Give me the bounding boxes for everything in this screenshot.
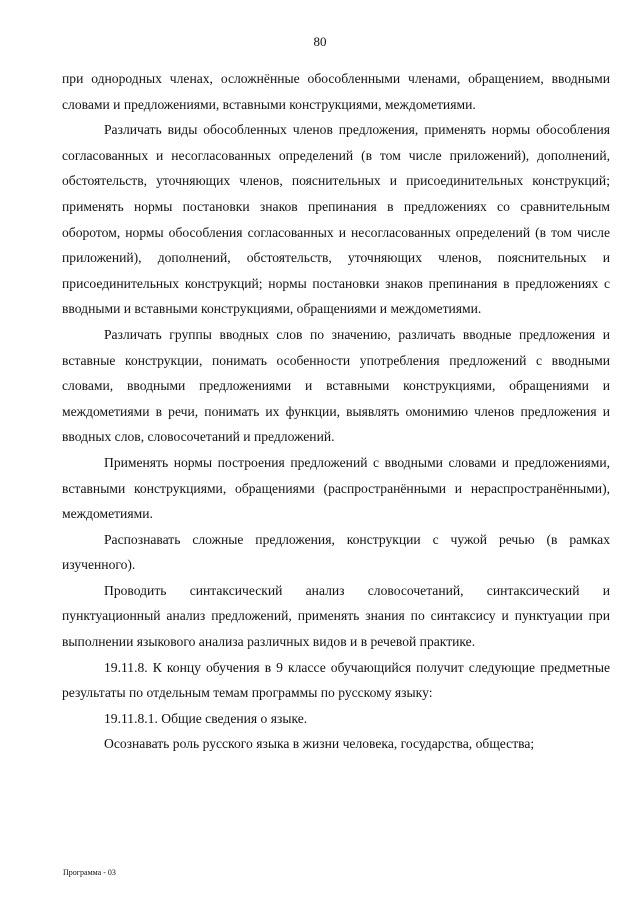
paragraph: Различать виды обособленных членов предложения, применять нормы обособления согласованных и несогласованных определений (в том числе приложений), дополнений, обстоятельств, уточняющих членов, пояснительных и присоединительных конструкций; применять нормы постановки знаков препинания в предложениях со сравнительным оборотом, нормы обособления согласованных и несогласованных определений (в том числе приложений), дополнений, обстоятельств, уточняющих членов, пояснительных и присоединительных конструкций; нормы постановки знаков препинания в предложениях с вводными и вставными конструкциями, обращениями и междометиями. [62, 122, 610, 317]
paragraph: 19.11.8. К концу обучения в 9 классе обучающийся получит следующие предметные результаты по отдельным темам программы по русскому языку: [62, 659, 610, 701]
paragraph: Распознавать сложные предложения, конструкции с чужой речью (в рамках изученного). [62, 531, 610, 573]
paragraph: Применять нормы построения предложений с вводными словами и предложениями, вставными конструкциями, обращениями (распространёнными и нераспространёнными), междометиями. [62, 454, 610, 522]
paragraph: Различать группы вводных слов по значению, различать вводные предложения и вставные конструкции, понимать особенности употребления предложений с вводными словами, вводными предложениями и вставными конструкциями, обращениями и междометиями в речи, понимать их функции, выявлять омонимию членов предложения и вводных слов, словосочетаний и предложений. [62, 326, 610, 445]
paragraph: Проводить синтаксический анализ словосочетаний, синтаксический и пунктуационный анализ предложений, применять знания по синтаксису и пунктуации при выполнении языкового анализа различных видов и в речевой практике. [62, 582, 610, 650]
page-number: 80 [313, 34, 327, 49]
section-heading: 19.11.8.1. Общие сведения о языке. [104, 710, 308, 726]
page-footer: Программа - 03 [63, 868, 116, 877]
paragraph: Осознавать роль русского языка в жизни человека, государства, общества; [104, 736, 535, 752]
paragraph-continuation: при однородных членах, осложнённые обособленными членами, обращением, вводными словами и предложениями, вставными конструкциями, междометиями. [62, 71, 610, 112]
body-text [62, 66, 610, 757]
